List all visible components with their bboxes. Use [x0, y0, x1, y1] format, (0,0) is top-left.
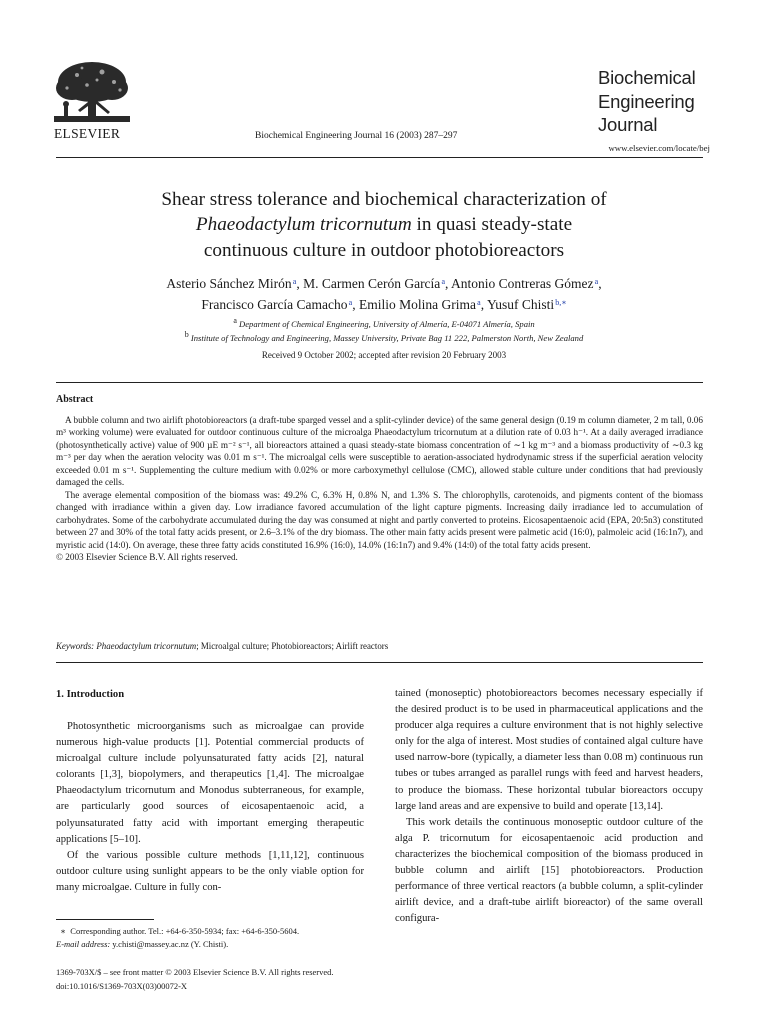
affiliation-mark: b [184, 329, 189, 339]
title-line: continuous culture in outdoor photobioreactors [203, 239, 565, 261]
email-label: E-mail address: [56, 938, 111, 949]
body-paragraph: tained (monoseptic) photobioreactors becomes necessary especially if the desired product is to be used in pharmaceutical applications and the producer alga requires a culture environment that is not highly selective only for the alga of interest. Most studies of contained algal culture have used narrow-bore (typically, a diameter less than 0.08 m) continuous run tubes or tubes arranged as parallel rungs with feed and harvest headers, to produce the biomass. These horizontal tubular bioreactors occupy large land areas and are expensive to build and operate [13,14]. [395, 688, 703, 812]
copyright-line: © 2003 Elsevier Science B.V. All rights reserved. [56, 551, 238, 562]
author-name: Francisco García Camacho [201, 297, 348, 312]
journal-url[interactable]: www.elsevier.com/locate/bej [608, 143, 710, 153]
left-column [56, 719, 364, 896]
abstract-paragraph: The average elemental composition of the biomass was: 49.2% C, 6.3% H, 0.8% N, and 1.3% S. The chlorophylls, carotenoids, and pigments content of the biomass changed with irradiance within a given day. Low irradiance favored accumulation of the light capture pigments. Increasing daily irradiance led to accumulation of carbohydrates. Some of the carbohydrate accumulated during the day was consumed at night and partly converted to proteins. Eicosapentaenoic acid (EPA, 20:5n3) constituted between 27 and 30% of the total fatty acids present, or 2.6–3.1% of the dry biomass. The other main fatty acids present were palmetic acid (16:0), palmoleic acid (16:1n7), and myristic acid (14:0). On average, these three fatty acids constituted 16.9% (16:0), 14.0% (16:1n7) and 9.4% (14:0) of the total fatty acids present. [56, 489, 703, 550]
publisher-name: ELSEVIER [54, 126, 121, 141]
keyword-species: Phaeodactylum tricornutum [96, 641, 197, 651]
body-paragraph: Of the various possible culture methods [1,11,12], continuous outdoor culture using sunlight appears to be the only viable option for many microalgae. Culture in fully con- [56, 849, 364, 893]
elsevier-tree-icon [52, 60, 132, 126]
email-address[interactable]: y.chisti@massey.ac.nz (Y. Chisti). [112, 938, 229, 949]
abstract-heading: Abstract [56, 394, 94, 405]
doi-line[interactable]: doi:10.1016/S1369-703X(03)00072-X [56, 981, 188, 991]
footnote-mark: ∗ [60, 926, 67, 936]
author-name: Emilio Molina Grima [358, 297, 476, 312]
issn-line: 1369-703X/$ – see front matter © 2003 Elsevier Science B.V. All rights reserved. [56, 967, 334, 977]
title-line [0, 212, 768, 237]
affiliations [0, 318, 768, 345]
footnote-divider [56, 919, 154, 920]
author-name: M. Carmen Cerón García [303, 276, 441, 291]
abstract-body [56, 414, 703, 563]
article-title [0, 187, 768, 263]
affiliation-link[interactable]: a [292, 277, 297, 286]
affiliation-link[interactable]: a [348, 298, 353, 307]
journal-logo-line: Engineering [598, 90, 695, 112]
author-name: Asterio Sánchez Mirón [166, 276, 292, 291]
abstract-paragraph: A bubble column and two airlift photobioreactors (a draft-tube sparged vessel and a split-cylinder device) of the same general design (0.19 m column diameter, 2 m tall, 0.06 m³ working volume) were evaluated for outdoor continuous culture of the microalga Phaeodactylum tricornutum at a dilution rate of 0.03 h⁻¹. At a daily averaged irradiance (photosynthetically active) value of 900 µE m⁻² s⁻¹, all bioreactors attained a quasi steady-state biomass concentration of ∼1 kg m⁻³ and a biomass productivity of ∼0.3 kg m⁻³ per day when the aeration velocity was 0.01 m s⁻¹. The microalgal cells were susceptible to aeration-associated hydrodynamic stress if the superficial aeration velocity exceeded 0.01 m s⁻¹. Supplementing the culture medium with 0.02% or more carboxymethyl cellulose (CMC), allowed stable culture under conditions that had previously damaged the cells. [56, 415, 703, 488]
journal-logo-line: Journal [598, 114, 658, 135]
footnotes [56, 925, 299, 950]
journal-logo-line: Biochemical [598, 67, 696, 88]
body-paragraph: This work details the continuous monoseptic outdoor culture of the alga P. tricornutum for eicosapentaenoic acid production and characterizes the biochemical composition of the biomass produced in bubble column and airlift [15] photobioreactors. Production performance of three vertical reactors (a bubble column, a split-cylinder airlift device, and a draft-tube airlift bioreactor) of the same overall configura- [395, 816, 703, 925]
header-divider [56, 157, 703, 158]
keyword-list: ; Microalgal culture; Photobioreactors; Airlift reactors [196, 641, 389, 651]
abstract-top-divider [56, 382, 703, 383]
affiliation-link[interactable]: a [441, 277, 445, 286]
page-footer [56, 965, 334, 993]
species-name: Phaeodactylum tricornutum [195, 214, 412, 236]
received-dates: Received 9 October 2002; accepted after revision 20 February 2003 [261, 350, 507, 360]
keywords [56, 641, 388, 651]
affiliation-link[interactable]: a [594, 277, 599, 286]
affiliation-text: Institute of Technology and Engineering, Massey University, Private Bag 11 222, Palmerston North, New Zealand [190, 332, 584, 343]
journal-citation: Biochemical Engineering Journal 16 (2003) 287–297 [255, 131, 458, 141]
author-name: Antonio Contreras Gómez [451, 276, 594, 291]
section-heading: 1. Introduction [56, 689, 125, 700]
journal-logo [598, 66, 696, 137]
affiliation-link[interactable]: a [477, 298, 481, 307]
affiliation-link[interactable]: b,∗ [555, 298, 567, 307]
corresponding-author: Corresponding author. Tel.: +64-6-350-5934; fax: +64-6-350-5604. [70, 926, 300, 936]
affiliation-mark: a [233, 316, 237, 325]
keywords-label: Keywords: [56, 641, 95, 651]
affiliation-text: Department of Chemical Engineering, University of Almería, E-04071 Almería, Spain [239, 319, 535, 329]
body-paragraph: Photosynthetic microorganisms such as microalgae can provide numerous high-value products [1]. Potential commercial products of microalgal culture include polyunsaturated fatty acids [2], natural colorants [1,3], biopolymers, and therapeutics [1,4]. The microalgae Phaeodactylum tricornutum and Monodus subterraneous, for example, are particularly good sources of eicosapentaenoic acid, a polyunsaturated fatty acid with important emerging therapeutic applications [5–10]. [56, 721, 364, 845]
author-name: Yusuf Chisti [486, 297, 555, 312]
title-text: in quasi steady-state [411, 214, 573, 236]
abstract-bottom-divider [56, 662, 703, 663]
author-list: Asterio Sánchez Mirón $^a$, M. Carmen Cerón García $^a$, Antonio Contreras Gómez $^a$, Francisco García Camacho $^a$, Emilio Molina Grima $^a$, Yusuf Chisti $^{b,∗}$ [166, 276, 602, 312]
right-column [395, 686, 703, 927]
title-line: Shear stress tolerance and biochemical characterization of [161, 189, 607, 210]
